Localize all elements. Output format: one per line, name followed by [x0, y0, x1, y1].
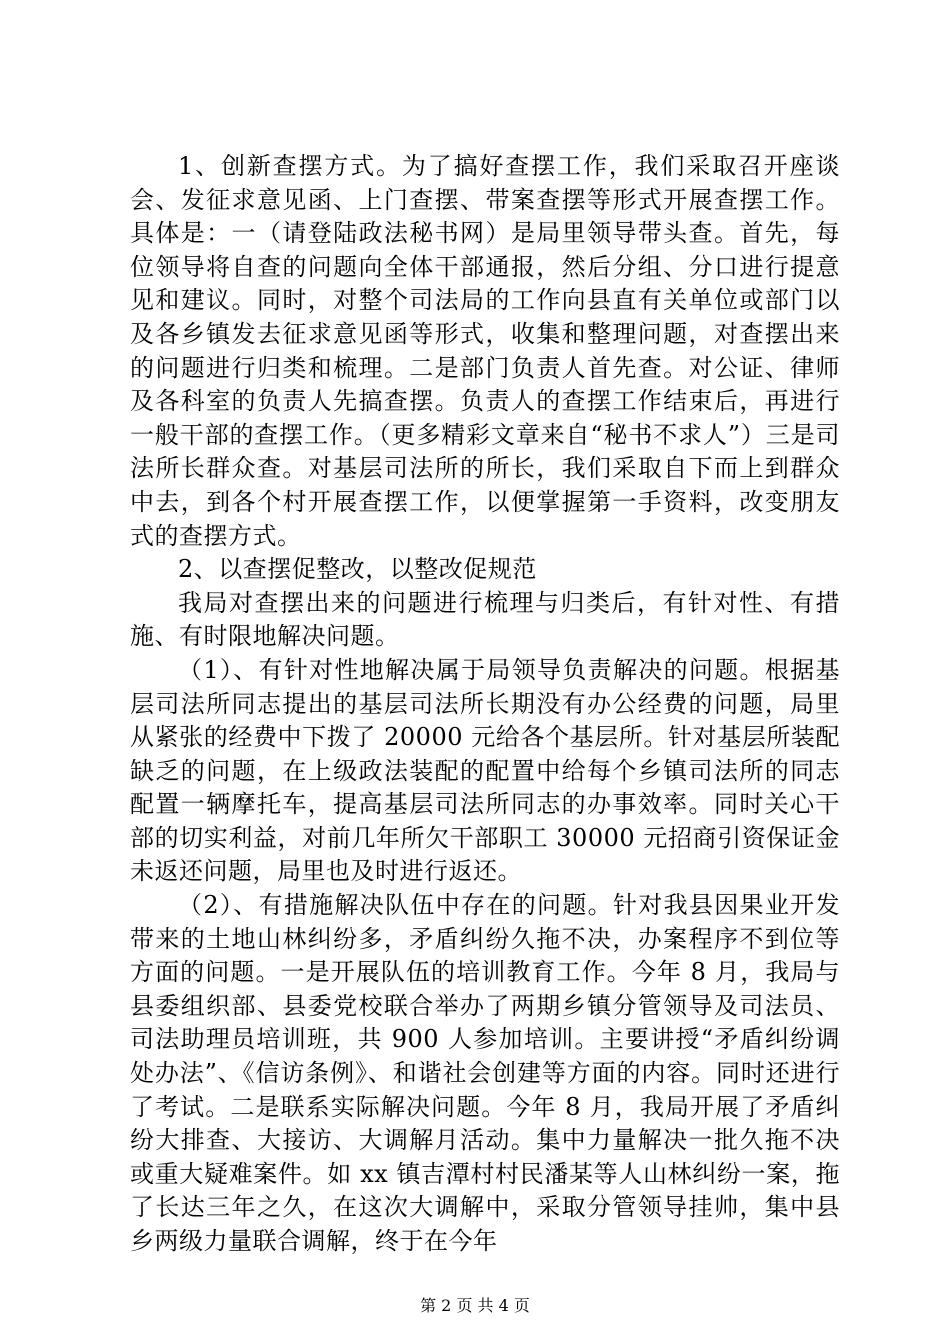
paragraph-heading-rectification: 2、以查摆促整改，以整改促规范 — [178, 555, 537, 584]
page-footer: 第 2 页 共 4 页 — [420, 1296, 530, 1315]
paragraph-item-2: （2）、有措施解决队伍中存在的问题。针对我县因果业开发带来的土地山林纠纷多，矛盾纠纷久拖不决，办案程序不到位等方面的问题。一是开展队伍的培训教育工作。今年 8 月，我局与县委组织部、县委党校联合举办了两期乡镇分管领导及司法员、司法助理员培训班，共 900 人参加培训。主要讲授“矛盾纠纷调处办法”、《信访条例》、和谐社会创建等方面的内容。同时还进行了考试。二是联系实际解决问题。今年 8 月，我局开展了矛盾纠纷大排查、大接访、大调解月活动。集中力量解决一批久拖不决或重大疑难案件。如 xx 镇吉潭村村民潘某等人山林纠纷一案，拖了长达三年之久，在这次大调解中，采取分管领导挂帅，集中县乡两级力量联合调解，终于在今年 — [130, 891, 840, 1255]
paragraph-item-1: （1）、有针对性地解决属于局领导负责解决的问题。根据基层司法所同志提出的基层司法所长期没有办公经费的问题，局里从紧张的经费中下拨了 20000 元给各个基层所。针对基层所装配缺乏的问题，在上级政法装配的配置中给每个乡镇司法所的同志配置一辆摩托车，提高基层司法所同志的办事效率。同时关心干部的切实利益，对前几年所欠干部职工 30000 元招商引资保证金未返还问题，局里也及时进行返还。 — [130, 655, 840, 886]
paragraph-summary: 我局对查摆出来的问题进行梳理与归类后，有针对性、有措施、有时限地解决问题。 — [130, 588, 840, 651]
paragraph-method: 1、创新查摆方式。为了搞好查摆工作，我们采取召开座谈会、发征求意见函、上门查摆、带案查摆等形式开展查摆工作。具体是：一（请登陆政法秘书网）是局里领导带头查。首先，每位领导将自查的问题向全体干部通报，然后分组、分口进行提意见和建议。同时，对整个司法局的工作向县直有关单位或部门以及各乡镇发去征求意见函等形式，收集和整理问题，对查摆出来的问题进行归类和梳理。二是部门负责人首先查。对公证、律师及各科室的负责人先搞查摆。负责人的查摆工作结束后，再进行一般干部的查摆工作。（更多精彩文章来自“秘书不求人”）三是司法所长群众查。对基层司法所的所长，我们采取自下而上到群众中去，到各个村开展查摆工作，以便掌握第一手资料，改变朋友式的查摆方式。 — [130, 152, 840, 550]
document-body — [130, 150, 840, 1259]
